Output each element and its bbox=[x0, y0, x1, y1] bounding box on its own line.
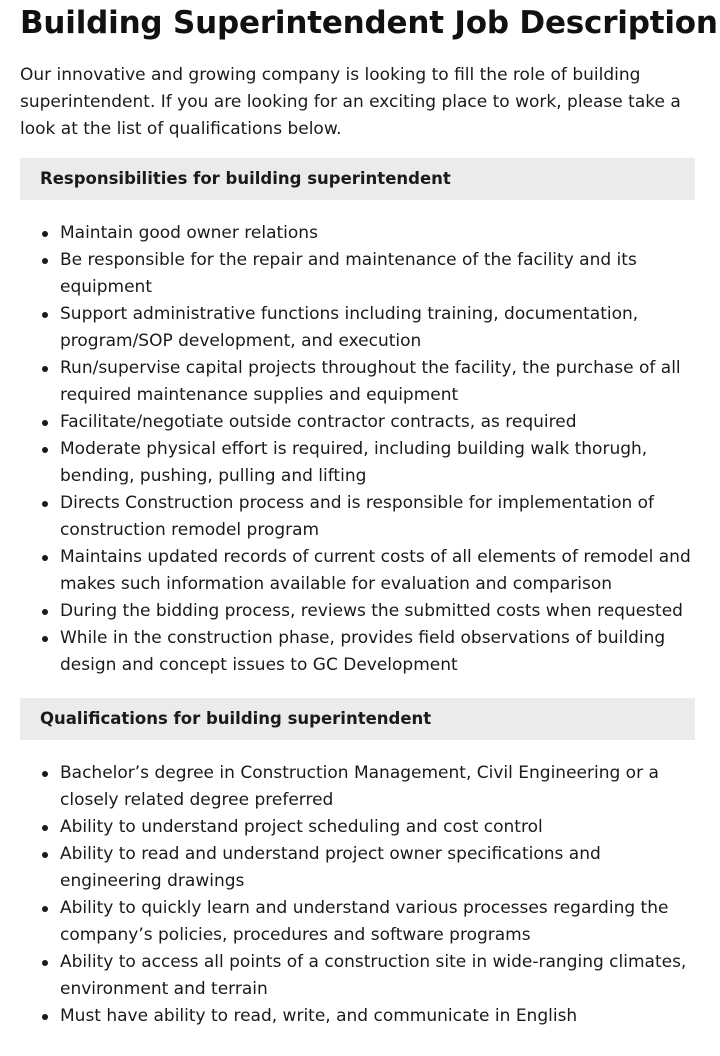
qualifications-heading: Qualifications for building superintendent bbox=[20, 698, 695, 740]
responsibilities-list bbox=[20, 220, 695, 679]
bullet-icon bbox=[42, 258, 48, 264]
qualifications-list bbox=[20, 760, 695, 1030]
responsibility-item: Maintain good owner relations bbox=[60, 220, 695, 247]
bullet-icon bbox=[42, 447, 48, 453]
bullet-icon bbox=[42, 609, 48, 615]
bullet-icon bbox=[42, 555, 48, 561]
responsibility-item: While in the construction phase, provides field observations of building design and concept issues to GC Development bbox=[60, 625, 695, 679]
page-title: Building Superintendent Job Description bbox=[20, 5, 718, 41]
responsibility-item: During the bidding process, reviews the submitted costs when requested bbox=[60, 598, 695, 625]
bullet-icon bbox=[42, 825, 48, 831]
bullet-icon bbox=[42, 501, 48, 507]
job-description-page bbox=[20, 0, 718, 1030]
bullet-icon bbox=[42, 231, 48, 237]
responsibility-item: Directs Construction process and is responsible for implementation of construction remodel program bbox=[60, 490, 695, 544]
qualification-item: Must have ability to read, write, and communicate in English bbox=[60, 1003, 695, 1030]
responsibility-item: Be responsible for the repair and maintenance of the facility and its equipment bbox=[60, 247, 695, 301]
responsibilities-heading: Responsibilities for building superintendent bbox=[20, 158, 695, 200]
bullet-icon bbox=[42, 636, 48, 642]
bullet-icon bbox=[42, 852, 48, 858]
qualification-item: Ability to quickly learn and understand various processes regarding the company’s policies, procedures and software programs bbox=[60, 895, 695, 949]
bullet-icon bbox=[42, 1014, 48, 1020]
qualification-item: Ability to read and understand project owner specifications and engineering drawings bbox=[60, 841, 695, 895]
qualification-item: Bachelor’s degree in Construction Management, Civil Engineering or a closely related degree preferred bbox=[60, 760, 695, 814]
intro-paragraph: Our innovative and growing company is looking to fill the role of building superintendent. If you are looking for an exciting place to work, please take a look at the list of qualifications below. bbox=[20, 65, 681, 139]
responsibility-item: Moderate physical effort is required, including building walk thorugh, bending, pushing, pulling and lifting bbox=[60, 436, 695, 490]
responsibility-item: Maintains updated records of current costs of all elements of remodel and makes such information available for evaluation and comparison bbox=[60, 544, 695, 598]
bullet-icon bbox=[42, 771, 48, 777]
bullet-icon bbox=[42, 960, 48, 966]
bullet-icon bbox=[42, 312, 48, 318]
bullet-icon bbox=[42, 366, 48, 372]
qualification-item: Ability to understand project scheduling and cost control bbox=[60, 814, 695, 841]
responsibility-item: Facilitate/negotiate outside contractor contracts, as required bbox=[60, 409, 695, 436]
responsibility-item: Support administrative functions including training, documentation, program/SOP development, and execution bbox=[60, 301, 695, 355]
qualification-item: Ability to access all points of a construction site in wide-ranging climates, environment and terrain bbox=[60, 949, 695, 1003]
responsibility-item: Run/supervise capital projects throughout the facility, the purchase of all required maintenance supplies and equipment bbox=[60, 355, 695, 409]
bullet-icon bbox=[42, 906, 48, 912]
bullet-icon bbox=[42, 420, 48, 426]
